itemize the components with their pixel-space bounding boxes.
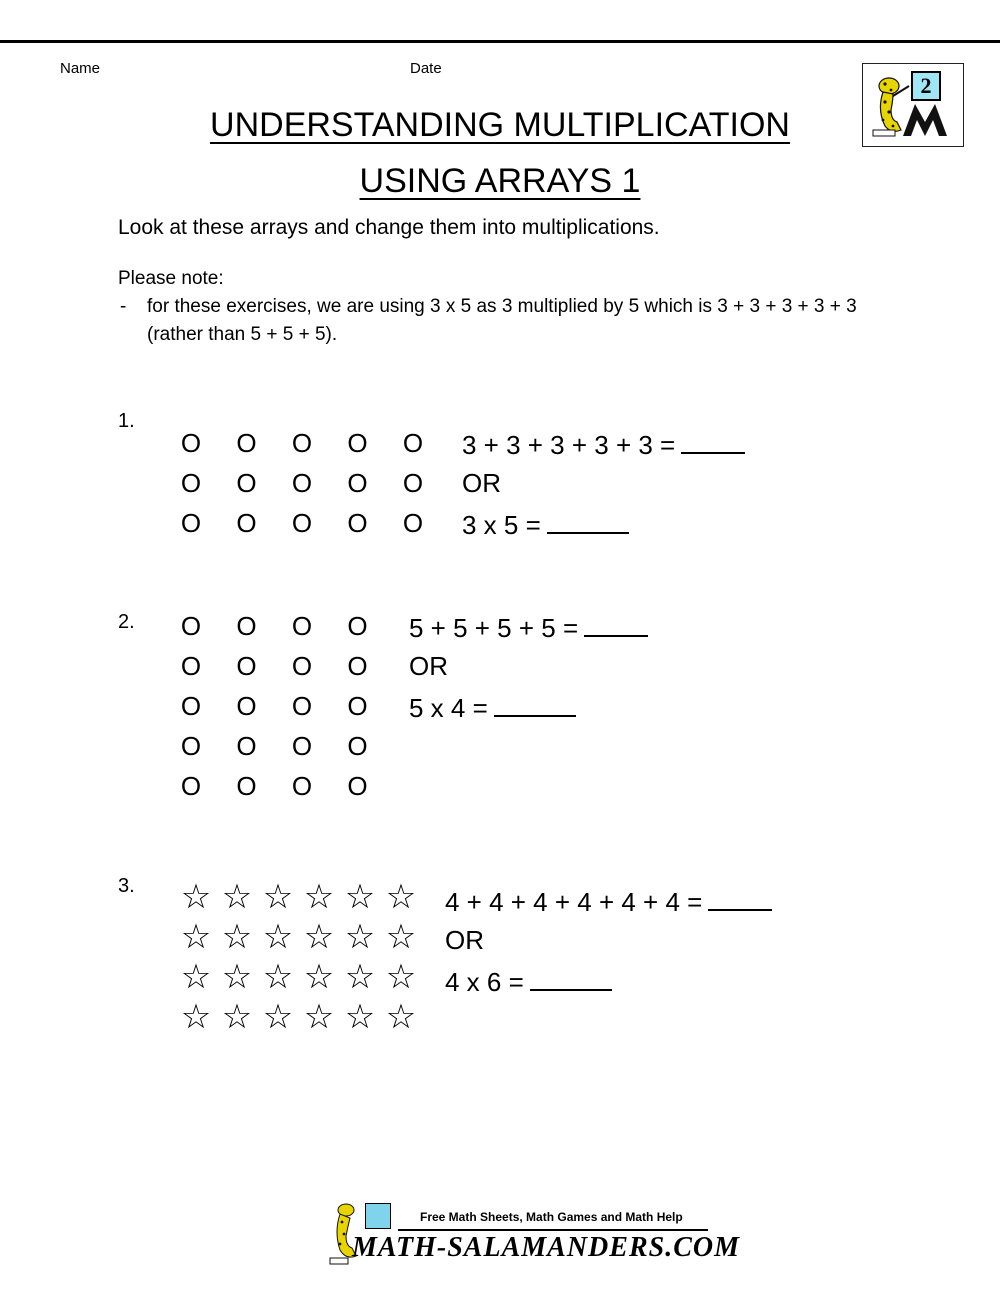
array-symbol: O (236, 651, 257, 681)
array-symbol: O (347, 508, 368, 538)
array-symbol: O (180, 651, 202, 681)
array-symbol: O (180, 468, 202, 498)
answer-blank[interactable] (547, 508, 629, 534)
array-symbol: O (236, 468, 257, 498)
question-1-addition: 3 + 3 + 3 + 3 + 3 = (462, 428, 745, 460)
array-symbol: O (236, 731, 257, 761)
answer-blank[interactable] (530, 965, 612, 991)
array-symbol: ☆ (262, 878, 294, 916)
array-symbol: O (291, 428, 313, 458)
page-title-line2: USING ARRAYS 1 (359, 162, 641, 200)
array-symbol: O (291, 651, 313, 681)
date-label: Date (410, 60, 442, 77)
array-symbol: O (291, 771, 313, 801)
array-symbol: O (347, 611, 368, 641)
answer-blank[interactable] (708, 885, 772, 911)
array-symbol: O (347, 428, 368, 458)
array-symbol: O (180, 731, 202, 761)
array-symbol: O (402, 428, 424, 458)
array-symbol: O (291, 691, 313, 721)
array-symbol: ☆ (344, 998, 376, 1036)
array-symbol: ☆ (385, 958, 417, 996)
instruction-text: Look at these arrays and change them into multiplications. (118, 216, 660, 239)
footer-site-name[interactable]: MATH-SALAMANDERS.COM (352, 1232, 740, 1263)
array-symbol: ☆ (385, 918, 417, 956)
array-symbol: ☆ (303, 958, 335, 996)
name-label: Name (60, 60, 101, 77)
array-symbol: O (402, 508, 424, 538)
top-rule (0, 40, 1000, 43)
array-symbol: O (180, 611, 202, 641)
question-3-addition: 4 + 4 + 4 + 4 + 4 + 4 = (445, 885, 772, 917)
array-symbol: O (180, 508, 202, 538)
array-symbol: ☆ (262, 998, 294, 1036)
question-2-addition: 5 + 5 + 5 + 5 = (409, 611, 648, 643)
answer-blank[interactable] (584, 611, 648, 637)
array-symbol: ☆ (221, 958, 253, 996)
array-symbol: O (402, 468, 424, 498)
array-symbol: O (347, 691, 368, 721)
array-symbol: O (236, 428, 257, 458)
array-symbol: O (236, 508, 257, 538)
question-3-multiplication: 4 x 6 = (445, 965, 612, 997)
question-2-or: OR (409, 651, 448, 681)
array-symbol: O (180, 691, 202, 721)
footer-rule (398, 1229, 708, 1231)
array-symbol: O (291, 468, 313, 498)
note-line2: (rather than 5 + 5 + 5). (147, 324, 338, 345)
array-symbol: O (291, 731, 313, 761)
array-symbol: ☆ (385, 998, 417, 1036)
array-symbol: O (347, 651, 368, 681)
array-symbol: ☆ (344, 918, 376, 956)
array-symbol: ☆ (344, 958, 376, 996)
question-3-or: OR (445, 925, 484, 955)
array-symbol: ☆ (221, 918, 253, 956)
array-symbol: ☆ (303, 918, 335, 956)
array-symbol: O (180, 428, 202, 458)
array-symbol: ☆ (344, 878, 376, 916)
array-symbol: O (347, 468, 368, 498)
array-symbol: O (236, 771, 257, 801)
array-symbol: O (347, 771, 368, 801)
question-2-multiplication: 5 x 4 = (409, 691, 576, 723)
note-dash: - (120, 296, 127, 317)
array-symbol: ☆ (180, 958, 212, 996)
array-symbol: ☆ (262, 918, 294, 956)
array-symbol: ☆ (303, 998, 335, 1036)
array-symbol: O (180, 771, 202, 801)
note-line1: for these exercises, we are using 3 x 5 as 3 multiplied by 5 which is 3 + 3 + 3 + 3 + 3 (147, 296, 857, 317)
array-symbol: O (236, 611, 257, 641)
question-number-3: 3. (118, 875, 135, 897)
array-symbol: ☆ (262, 958, 294, 996)
array-symbol: ☆ (180, 998, 212, 1036)
array-symbol: ☆ (180, 878, 212, 916)
answer-blank[interactable] (681, 428, 745, 454)
footer-badge (365, 1203, 391, 1229)
grade-badge: 2 (911, 71, 941, 101)
note-heading: Please note: (118, 268, 224, 289)
array-symbol: ☆ (221, 998, 253, 1036)
question-1-or: OR (462, 468, 501, 498)
array-symbol: O (291, 508, 313, 538)
answer-blank[interactable] (494, 691, 576, 717)
question-number-2: 2. (118, 611, 135, 633)
array-symbol: O (347, 731, 368, 761)
page-title-line1: UNDERSTANDING MULTIPLICATION (210, 106, 790, 144)
footer-tagline: Free Math Sheets, Math Games and Math Help (420, 1210, 683, 1224)
array-symbol: O (236, 691, 257, 721)
array-symbol: ☆ (303, 878, 335, 916)
array-symbol: ☆ (385, 878, 417, 916)
question-number-1: 1. (118, 410, 135, 432)
array-symbol: O (291, 611, 313, 641)
array-symbol: ☆ (180, 918, 212, 956)
question-1-multiplication: 3 x 5 = (462, 508, 629, 540)
array-symbol: ☆ (221, 878, 253, 916)
